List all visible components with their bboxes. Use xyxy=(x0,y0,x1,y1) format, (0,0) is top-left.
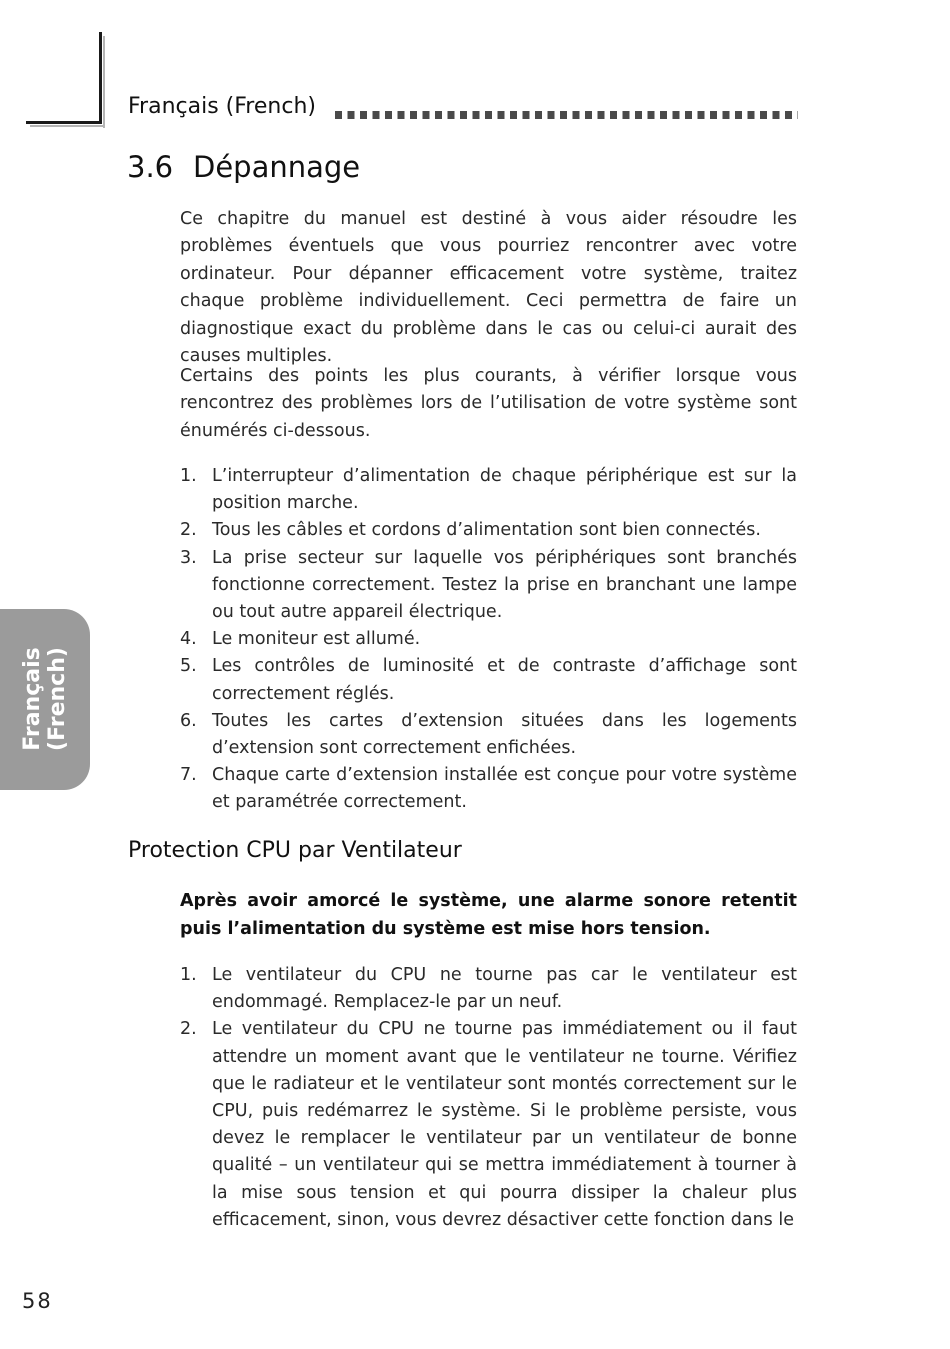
list-item: 1. L’interrupteur d’alimentation de chaque périphérique est sur la position marche. xyxy=(180,466,797,514)
section-number: 3.6 xyxy=(127,150,174,184)
side-tab-label: Français (French) xyxy=(20,647,70,751)
intro-paragraph-1: Ce chapitre du manuel est destiné à vous aider résoudre les problèmes éventuels que vous pourriez rencontrer avec votre ordinateur. Pour dépanner efficacement votre système, traitez chaque problème individuellement. Ceci permettra de faire un diagnostique exact du problème dans le cas ou celui-ci aurait des causes multiples. xyxy=(180,209,797,367)
list-item: 5. Les contrôles de luminosité et de contraste d’affichage sont correctement réglés. xyxy=(180,656,797,704)
list-item: 2. Tous les câbles et cordons d’alimentation sont bien connectés. xyxy=(180,520,761,541)
corner-mark-shadow-vertical xyxy=(103,36,105,128)
corner-mark-shadow-horizontal xyxy=(30,125,105,127)
list-item: 2. Le ventilateur du CPU ne tourne pas immédiatement ou il faut attendre un moment avant que le ventilateur ne tourne. Vérifiez que le radiateur et le ventilateur sont montés correctement sur le CPU, puis redémarrez le système. Si le problème persiste, vous devez le remplacer le ventilateur par un ventilateur de bonne qualité – un ventilateur qui se mettra immédiatement à tourner à la mise sous tension et qui pourra dissiper la chaleur plus efficacement, sinon, vous devrez désactiver cette fonction dans le xyxy=(180,1019,797,1230)
corner-mark-vertical xyxy=(99,32,102,124)
corner-mark-horizontal xyxy=(26,121,102,124)
header-title: Français (French) xyxy=(128,94,316,119)
list-item: 4. Le moniteur est allumé. xyxy=(180,629,421,650)
list-item: 7. Chaque carte d’extension installée est conçue pour votre système et paramétrée correctement. xyxy=(180,765,797,813)
subsection-title: Protection CPU par Ventilateur xyxy=(128,838,462,863)
intro-paragraph-2: Certains des points les plus courants, à vérifier lorsque vous rencontrez des problèmes lors de l’utilisation de votre système sont énumérés ci-dessous. xyxy=(180,366,797,441)
checklist xyxy=(180,463,797,817)
language-side-tab xyxy=(0,609,90,790)
fan-list xyxy=(180,962,797,1234)
list-item: 6. Toutes les cartes d’extension situées dans les logements d’extension sont correctement enfichées. xyxy=(180,710,797,759)
subsection-bold-paragraph: Après avoir amorcé le système, une alarme sonore retentit puis l’alimentation du système est mise hors tension. xyxy=(180,891,797,939)
section-title: Dépannage xyxy=(193,150,361,184)
section-heading xyxy=(127,150,360,184)
dot-leader xyxy=(335,111,798,119)
list-item: 1. Le ventilateur du CPU ne tourne pas car le ventilateur est endommagé. Remplacez-le par un neuf. xyxy=(180,965,797,1013)
page-number: 58 xyxy=(22,1289,53,1313)
list-item: 3. La prise secteur sur laquelle vos périphériques sont branchés fonctionne correctement. Testez la prise en branchant une lampe ou tout autre appareil électrique. xyxy=(180,547,797,623)
